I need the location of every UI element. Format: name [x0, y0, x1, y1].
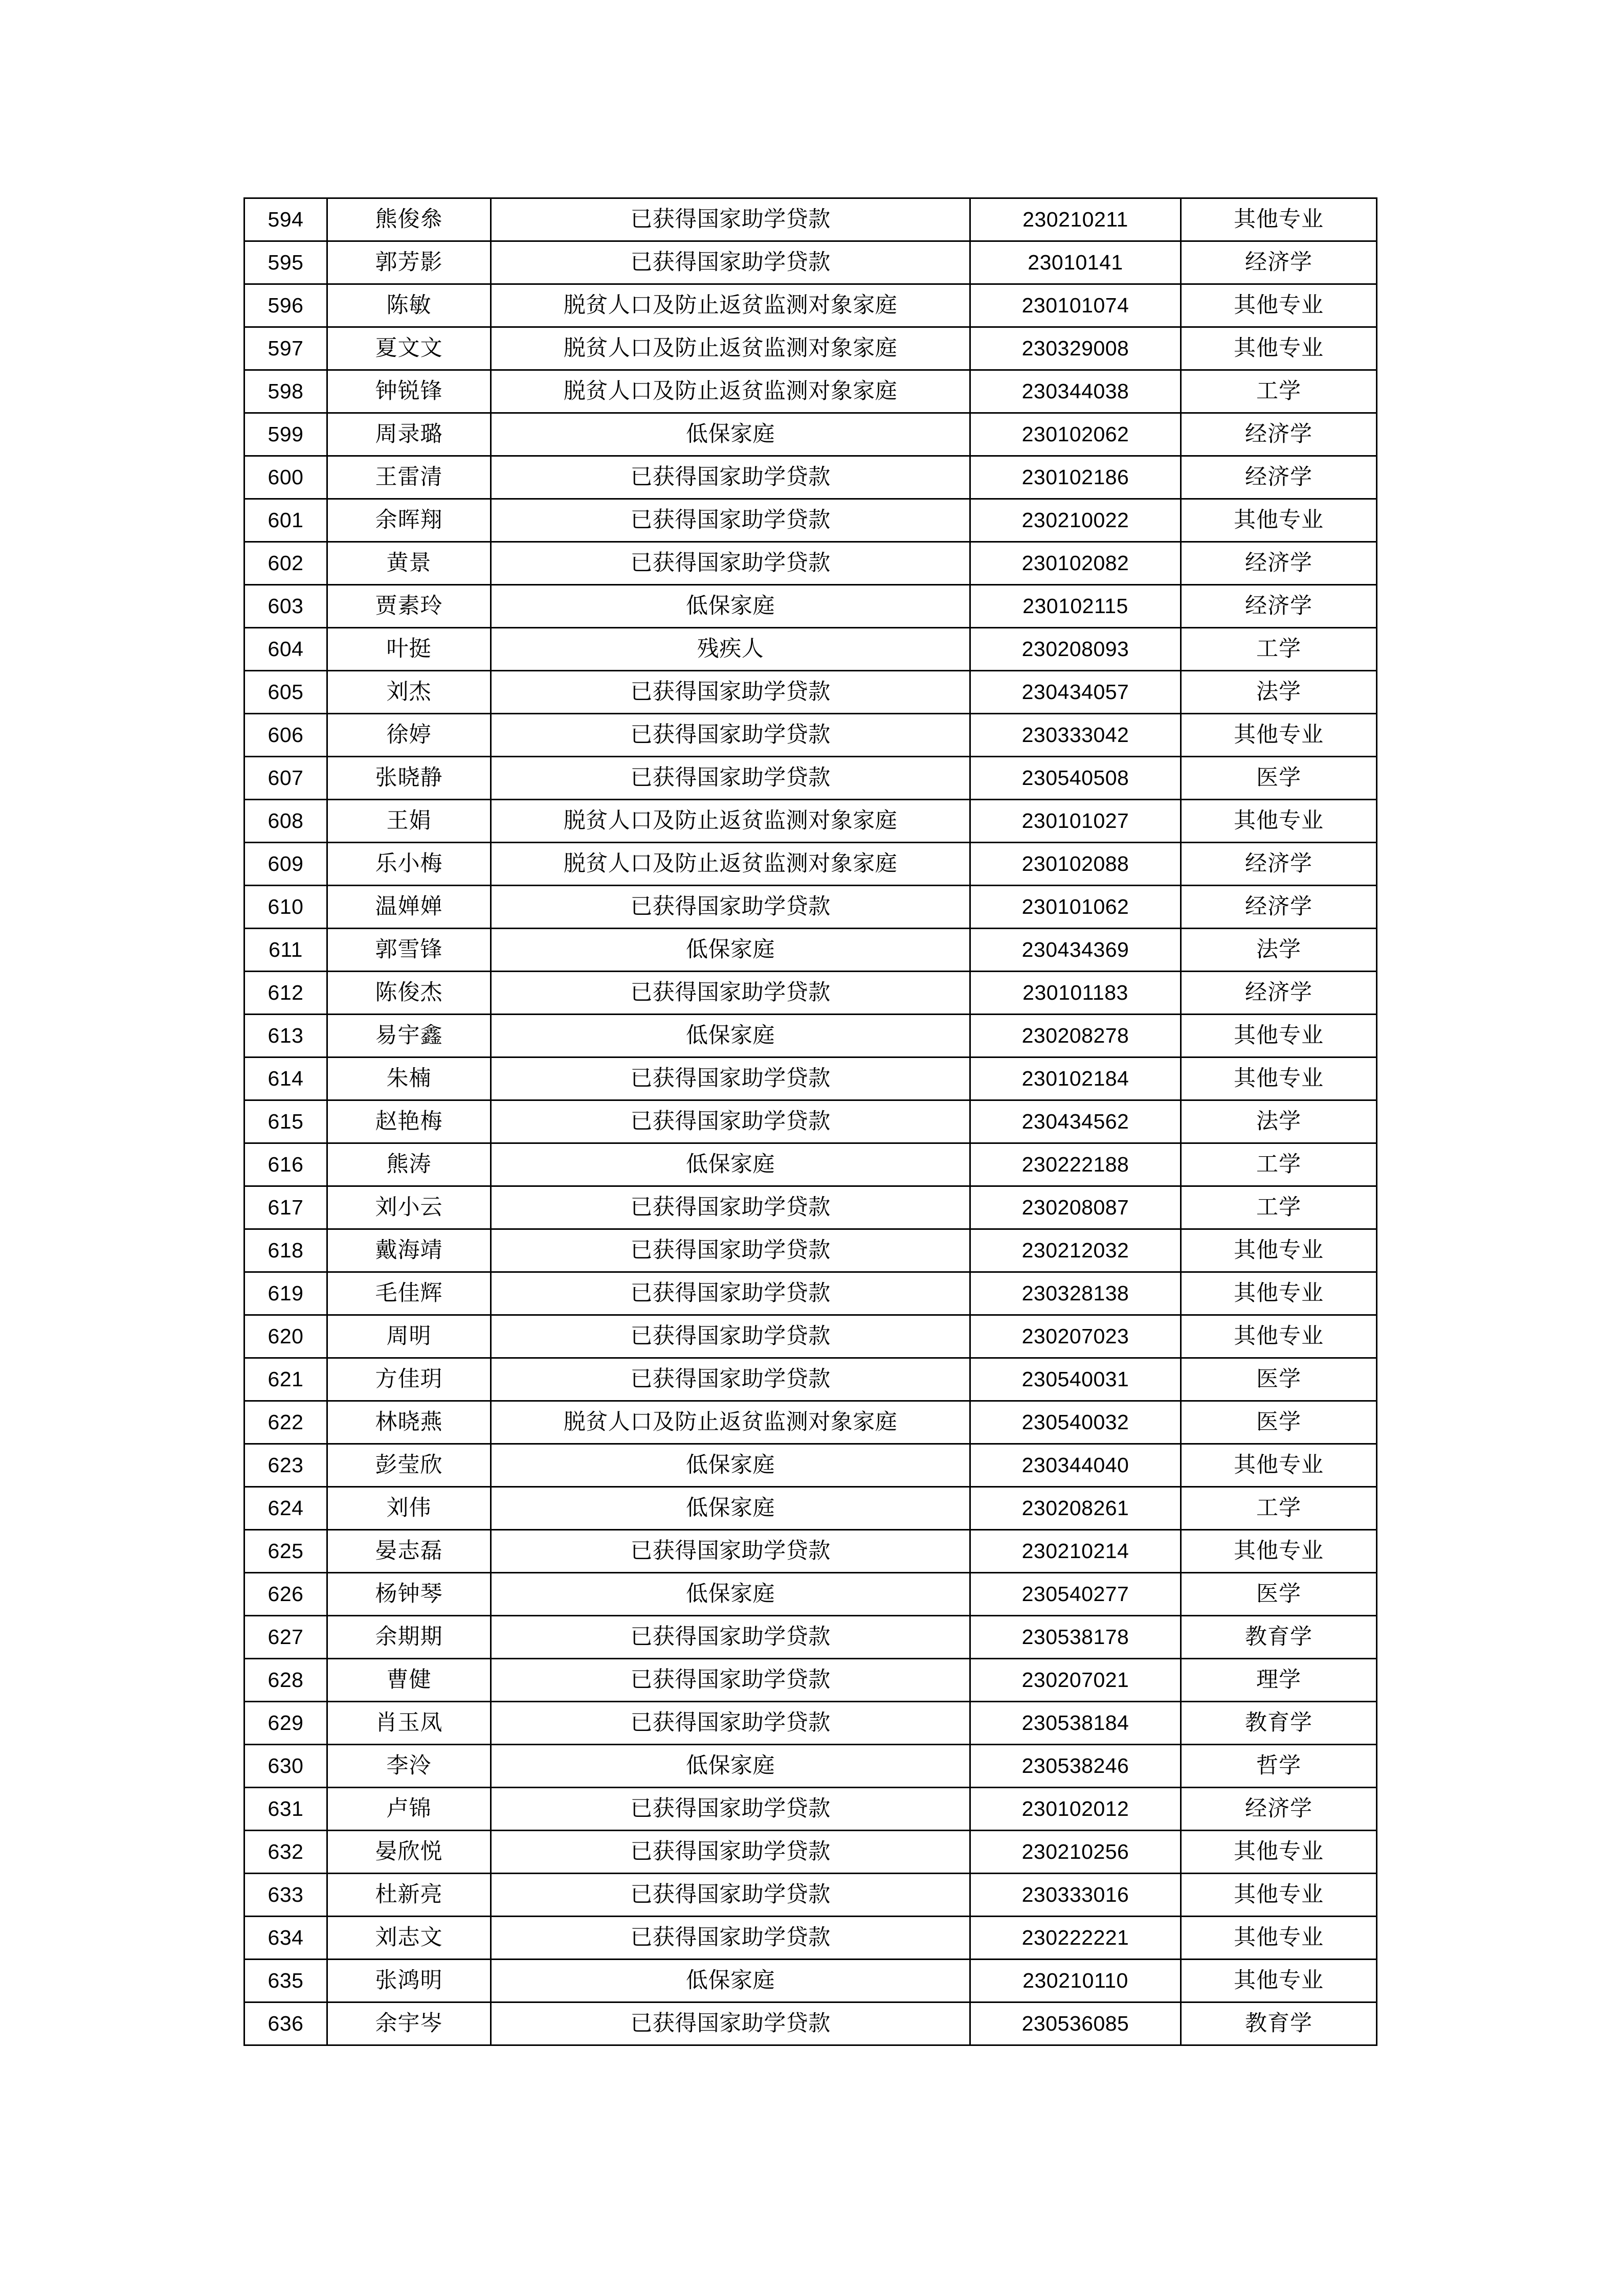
- table-row: [244, 1487, 1377, 1530]
- major-category: 其他专业: [1181, 1874, 1377, 1917]
- student-id: 230222188: [970, 1143, 1181, 1186]
- student-name: 徐婷: [327, 714, 491, 757]
- hardship-category: 已获得国家助学贷款: [491, 1831, 970, 1874]
- table-row: [244, 327, 1377, 370]
- student-name: 刘伟: [327, 1487, 491, 1530]
- table-row: [244, 929, 1377, 972]
- hardship-category: 已获得国家助学贷款: [491, 1702, 970, 1745]
- table-row: [244, 1015, 1377, 1057]
- major-category: 经济学: [1181, 886, 1377, 929]
- major-category: 理学: [1181, 1659, 1377, 1702]
- student-id: 230210214: [970, 1530, 1181, 1573]
- student-id: 230101074: [970, 284, 1181, 327]
- table-row: [244, 1315, 1377, 1358]
- hardship-category: 已获得国家助学贷款: [491, 542, 970, 585]
- major-category: 工学: [1181, 1487, 1377, 1530]
- hardship-category: 低保家庭: [491, 929, 970, 972]
- sequence-number: 625: [244, 1530, 327, 1573]
- sequence-number: 608: [244, 800, 327, 843]
- sequence-number: 629: [244, 1702, 327, 1745]
- table-row: [244, 628, 1377, 671]
- sequence-number: 635: [244, 1960, 327, 2002]
- sequence-number: 604: [244, 628, 327, 671]
- sequence-number: 632: [244, 1831, 327, 1874]
- student-id: 230210110: [970, 1960, 1181, 2002]
- sequence-number: 612: [244, 972, 327, 1015]
- student-id: 230208261: [970, 1487, 1181, 1530]
- hardship-category: 脱贫人口及防止返贫监测对象家庭: [491, 370, 970, 413]
- student-name: 温婵婵: [327, 886, 491, 929]
- sequence-number: 607: [244, 757, 327, 800]
- hardship-category: 脱贫人口及防止返贫监测对象家庭: [491, 1401, 970, 1444]
- major-category: 教育学: [1181, 1702, 1377, 1745]
- table-row: [244, 1444, 1377, 1487]
- student-id: 230538184: [970, 1702, 1181, 1745]
- student-id: 230102082: [970, 542, 1181, 585]
- hardship-category: 低保家庭: [491, 1143, 970, 1186]
- sequence-number: 621: [244, 1358, 327, 1401]
- student-id: 230101183: [970, 972, 1181, 1015]
- major-category: 其他专业: [1181, 327, 1377, 370]
- sequence-number: 631: [244, 1788, 327, 1831]
- major-category: 法学: [1181, 671, 1377, 714]
- hardship-category: 已获得国家助学贷款: [491, 671, 970, 714]
- student-name: 陈俊杰: [327, 972, 491, 1015]
- student-name: 王娟: [327, 800, 491, 843]
- student-id: 23010141: [970, 241, 1181, 284]
- major-category: 其他专业: [1181, 1015, 1377, 1057]
- student-name: 周明: [327, 1315, 491, 1358]
- table-row: [244, 1401, 1377, 1444]
- table-row: [244, 585, 1377, 628]
- table-row: [244, 800, 1377, 843]
- student-id: 230540032: [970, 1401, 1181, 1444]
- major-category: 哲学: [1181, 1745, 1377, 1788]
- major-category: 其他专业: [1181, 1530, 1377, 1573]
- student-name: 林晓燕: [327, 1401, 491, 1444]
- student-name: 曹健: [327, 1659, 491, 1702]
- table-row: [244, 843, 1377, 886]
- major-category: 工学: [1181, 370, 1377, 413]
- major-category: 其他专业: [1181, 714, 1377, 757]
- sequence-number: 623: [244, 1444, 327, 1487]
- hardship-category: 已获得国家助学贷款: [491, 2002, 970, 2045]
- student-name: 夏文文: [327, 327, 491, 370]
- table-row: [244, 1659, 1377, 1702]
- student-name: 余晖翔: [327, 499, 491, 542]
- sequence-number: 611: [244, 929, 327, 972]
- table-row: [244, 1186, 1377, 1229]
- table-row: [244, 1057, 1377, 1100]
- student-name: 钟锐锋: [327, 370, 491, 413]
- hardship-category: 已获得国家助学贷款: [491, 886, 970, 929]
- student-id: 230102012: [970, 1788, 1181, 1831]
- major-category: 医学: [1181, 757, 1377, 800]
- sequence-number: 616: [244, 1143, 327, 1186]
- major-category: 经济学: [1181, 1788, 1377, 1831]
- major-category: 医学: [1181, 1401, 1377, 1444]
- table-row: [244, 972, 1377, 1015]
- hardship-category: 已获得国家助学贷款: [491, 1315, 970, 1358]
- major-category: 工学: [1181, 1186, 1377, 1229]
- major-category: 经济学: [1181, 413, 1377, 456]
- student-id: 230102115: [970, 585, 1181, 628]
- table-row: [244, 1616, 1377, 1659]
- major-category: 其他专业: [1181, 1917, 1377, 1960]
- student-id: 230329008: [970, 327, 1181, 370]
- student-id: 230333016: [970, 1874, 1181, 1917]
- student-id: 230208278: [970, 1015, 1181, 1057]
- table-row: [244, 542, 1377, 585]
- student-id: 230102186: [970, 456, 1181, 499]
- major-category: 医学: [1181, 1573, 1377, 1616]
- table-row: [244, 413, 1377, 456]
- hardship-category: 已获得国家助学贷款: [491, 499, 970, 542]
- sequence-number: 622: [244, 1401, 327, 1444]
- hardship-category: 已获得国家助学贷款: [491, 1917, 970, 1960]
- table-row: [244, 1229, 1377, 1272]
- sequence-number: 594: [244, 198, 327, 241]
- hardship-category: 脱贫人口及防止返贫监测对象家庭: [491, 284, 970, 327]
- student-id: 230434562: [970, 1100, 1181, 1143]
- sequence-number: 628: [244, 1659, 327, 1702]
- hardship-category: 脱贫人口及防止返贫监测对象家庭: [491, 327, 970, 370]
- hardship-category: 残疾人: [491, 628, 970, 671]
- student-id: 230102184: [970, 1057, 1181, 1100]
- sequence-number: 619: [244, 1272, 327, 1315]
- student-name: 肖玉凤: [327, 1702, 491, 1745]
- table-row: [244, 198, 1377, 241]
- hardship-category: 已获得国家助学贷款: [491, 972, 970, 1015]
- student-id: 230210022: [970, 499, 1181, 542]
- student-id: 230540277: [970, 1573, 1181, 1616]
- student-name: 贾素玲: [327, 585, 491, 628]
- table-row: [244, 671, 1377, 714]
- sequence-number: 615: [244, 1100, 327, 1143]
- table-row: [244, 1358, 1377, 1401]
- hardship-category: 已获得国家助学贷款: [491, 1100, 970, 1143]
- major-category: 经济学: [1181, 542, 1377, 585]
- hardship-category: 已获得国家助学贷款: [491, 1272, 970, 1315]
- sequence-number: 596: [244, 284, 327, 327]
- student-id: 230102062: [970, 413, 1181, 456]
- student-name: 刘小云: [327, 1186, 491, 1229]
- hardship-category: 已获得国家助学贷款: [491, 1229, 970, 1272]
- table-row: [244, 1272, 1377, 1315]
- student-id: 230344038: [970, 370, 1181, 413]
- table-row: [244, 1960, 1377, 2002]
- sequence-number: 603: [244, 585, 327, 628]
- major-category: 经济学: [1181, 972, 1377, 1015]
- hardship-category: 已获得国家助学贷款: [491, 1057, 970, 1100]
- hardship-category: 低保家庭: [491, 413, 970, 456]
- student-name: 易宇鑫: [327, 1015, 491, 1057]
- student-name: 卢锦: [327, 1788, 491, 1831]
- sequence-number: 597: [244, 327, 327, 370]
- student-name: 乐小梅: [327, 843, 491, 886]
- sequence-number: 598: [244, 370, 327, 413]
- table-row: [244, 886, 1377, 929]
- student-id: 230540031: [970, 1358, 1181, 1401]
- student-id: 230207023: [970, 1315, 1181, 1358]
- hardship-category: 低保家庭: [491, 585, 970, 628]
- major-category: 其他专业: [1181, 1272, 1377, 1315]
- hardship-category: 低保家庭: [491, 1745, 970, 1788]
- student-name: 熊俊叅: [327, 198, 491, 241]
- student-name: 张晓静: [327, 757, 491, 800]
- student-name: 刘杰: [327, 671, 491, 714]
- major-category: 其他专业: [1181, 499, 1377, 542]
- hardship-category: 低保家庭: [491, 1015, 970, 1057]
- major-category: 其他专业: [1181, 1315, 1377, 1358]
- sequence-number: 605: [244, 671, 327, 714]
- student-name: 黄景: [327, 542, 491, 585]
- table-row: [244, 241, 1377, 284]
- major-category: 其他专业: [1181, 800, 1377, 843]
- student-id: 230536085: [970, 2002, 1181, 2045]
- table-row: [244, 1530, 1377, 1573]
- sequence-number: 620: [244, 1315, 327, 1358]
- student-name: 叶挺: [327, 628, 491, 671]
- sequence-number: 618: [244, 1229, 327, 1272]
- student-name: 周录璐: [327, 413, 491, 456]
- sequence-number: 617: [244, 1186, 327, 1229]
- hardship-category: 已获得国家助学贷款: [491, 1530, 970, 1573]
- sequence-number: 626: [244, 1573, 327, 1616]
- table-row: [244, 1831, 1377, 1874]
- sequence-number: 599: [244, 413, 327, 456]
- student-id: 230210211: [970, 198, 1181, 241]
- student-id: 230333042: [970, 714, 1181, 757]
- student-name: 刘志文: [327, 1917, 491, 1960]
- sequence-number: 633: [244, 1874, 327, 1917]
- student-name: 方佳玥: [327, 1358, 491, 1401]
- table-row: [244, 370, 1377, 413]
- table-row: [244, 1143, 1377, 1186]
- student-name: 郭芳影: [327, 241, 491, 284]
- hardship-category: 低保家庭: [491, 1487, 970, 1530]
- student-name: 赵艳梅: [327, 1100, 491, 1143]
- student-name: 杜新亮: [327, 1874, 491, 1917]
- major-category: 工学: [1181, 628, 1377, 671]
- hardship-category: 已获得国家助学贷款: [491, 1186, 970, 1229]
- major-category: 其他专业: [1181, 284, 1377, 327]
- student-name: 张鸿明: [327, 1960, 491, 2002]
- major-category: 其他专业: [1181, 1229, 1377, 1272]
- hardship-category: 已获得国家助学贷款: [491, 241, 970, 284]
- hardship-category: 已获得国家助学贷款: [491, 1616, 970, 1659]
- major-category: 法学: [1181, 1100, 1377, 1143]
- table-row: [244, 1100, 1377, 1143]
- sequence-number: 602: [244, 542, 327, 585]
- major-category: 其他专业: [1181, 1831, 1377, 1874]
- hardship-category: 低保家庭: [491, 1573, 970, 1616]
- sequence-number: 595: [244, 241, 327, 284]
- hardship-category: 已获得国家助学贷款: [491, 1874, 970, 1917]
- student-name: 王雷清: [327, 456, 491, 499]
- table-row: [244, 757, 1377, 800]
- hardship-category: 已获得国家助学贷款: [491, 1358, 970, 1401]
- major-category: 其他专业: [1181, 1057, 1377, 1100]
- sequence-number: 613: [244, 1015, 327, 1057]
- hardship-category: 已获得国家助学贷款: [491, 757, 970, 800]
- student-name: 戴海靖: [327, 1229, 491, 1272]
- table-row: [244, 1573, 1377, 1616]
- student-name: 朱楠: [327, 1057, 491, 1100]
- sequence-number: 630: [244, 1745, 327, 1788]
- student-id: 230222221: [970, 1917, 1181, 1960]
- student-name: 晏志磊: [327, 1530, 491, 1573]
- student-id: 230540508: [970, 757, 1181, 800]
- major-category: 经济学: [1181, 456, 1377, 499]
- major-category: 教育学: [1181, 1616, 1377, 1659]
- student-name: 余期期: [327, 1616, 491, 1659]
- major-category: 其他专业: [1181, 198, 1377, 241]
- hardship-category: 低保家庭: [491, 1960, 970, 2002]
- student-name: 毛佳辉: [327, 1272, 491, 1315]
- major-category: 医学: [1181, 1358, 1377, 1401]
- roster-table-body: [244, 198, 1377, 2045]
- sequence-number: 614: [244, 1057, 327, 1100]
- student-id: 230208087: [970, 1186, 1181, 1229]
- table-row: [244, 1702, 1377, 1745]
- table-row: [244, 284, 1377, 327]
- table-row: [244, 499, 1377, 542]
- student-id: 230344040: [970, 1444, 1181, 1487]
- student-name: 熊涛: [327, 1143, 491, 1186]
- student-id: 230328138: [970, 1272, 1181, 1315]
- student-name: 余宇岑: [327, 2002, 491, 2045]
- student-id: 230434057: [970, 671, 1181, 714]
- major-category: 教育学: [1181, 2002, 1377, 2045]
- student-name: 晏欣悦: [327, 1831, 491, 1874]
- table-row: [244, 2002, 1377, 2045]
- table-row: [244, 714, 1377, 757]
- sequence-number: 634: [244, 1917, 327, 1960]
- table-row: [244, 1788, 1377, 1831]
- student-id: 230101062: [970, 886, 1181, 929]
- major-category: 工学: [1181, 1143, 1377, 1186]
- student-aid-roster-table: [243, 197, 1377, 2046]
- student-id: 230210256: [970, 1831, 1181, 1874]
- sequence-number: 624: [244, 1487, 327, 1530]
- hardship-category: 已获得国家助学贷款: [491, 198, 970, 241]
- table-row: [244, 1917, 1377, 1960]
- hardship-category: 低保家庭: [491, 1444, 970, 1487]
- student-id: 230538246: [970, 1745, 1181, 1788]
- major-category: 法学: [1181, 929, 1377, 972]
- hardship-category: 已获得国家助学贷款: [491, 714, 970, 757]
- student-name: 李泠: [327, 1745, 491, 1788]
- student-name: 彭莹欣: [327, 1444, 491, 1487]
- sequence-number: 600: [244, 456, 327, 499]
- student-id: 230538178: [970, 1616, 1181, 1659]
- student-id: 230434369: [970, 929, 1181, 972]
- sequence-number: 606: [244, 714, 327, 757]
- sequence-number: 636: [244, 2002, 327, 2045]
- hardship-category: 已获得国家助学贷款: [491, 456, 970, 499]
- student-name: 陈敏: [327, 284, 491, 327]
- hardship-category: 脱贫人口及防止返贫监测对象家庭: [491, 800, 970, 843]
- student-id: 230212032: [970, 1229, 1181, 1272]
- student-id: 230207021: [970, 1659, 1181, 1702]
- student-name: 郭雪锋: [327, 929, 491, 972]
- major-category: 经济学: [1181, 843, 1377, 886]
- sequence-number: 627: [244, 1616, 327, 1659]
- sequence-number: 609: [244, 843, 327, 886]
- sequence-number: 601: [244, 499, 327, 542]
- major-category: 其他专业: [1181, 1960, 1377, 2002]
- sequence-number: 610: [244, 886, 327, 929]
- hardship-category: 脱贫人口及防止返贫监测对象家庭: [491, 843, 970, 886]
- major-category: 其他专业: [1181, 1444, 1377, 1487]
- student-id: 230102088: [970, 843, 1181, 886]
- student-id: 230101027: [970, 800, 1181, 843]
- student-id: 230208093: [970, 628, 1181, 671]
- table-row: [244, 456, 1377, 499]
- student-name: 杨钟琴: [327, 1573, 491, 1616]
- hardship-category: 已获得国家助学贷款: [491, 1659, 970, 1702]
- table-row: [244, 1874, 1377, 1917]
- table-row: [244, 1745, 1377, 1788]
- hardship-category: 已获得国家助学贷款: [491, 1788, 970, 1831]
- major-category: 经济学: [1181, 585, 1377, 628]
- major-category: 经济学: [1181, 241, 1377, 284]
